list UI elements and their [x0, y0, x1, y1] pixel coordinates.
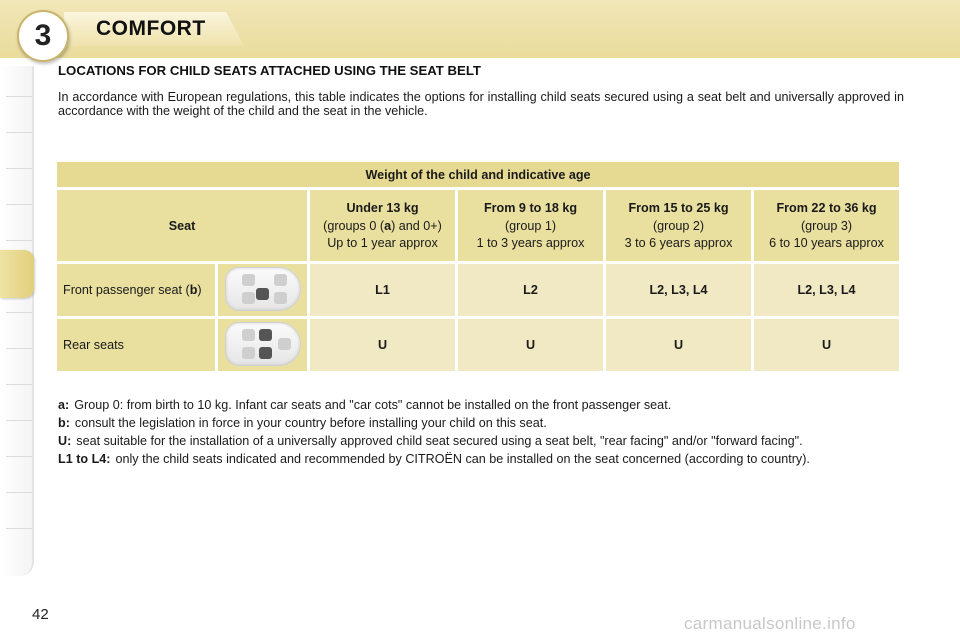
col-group: (group 1) — [504, 219, 557, 233]
col-title: From 9 to 18 kg — [483, 201, 578, 215]
side-tab-strip — [0, 66, 34, 576]
col-age: 6 to 10 years approx — [769, 236, 884, 250]
col-head-9-18 — [458, 190, 603, 261]
section-heading: LOCATIONS FOR CHILD SEATS ATTACHED USING THE SEAT BELT — [58, 63, 481, 78]
note-l1-l4: L1 to L4: only the child seats indicated and recommended by CITROËN can be installed on the seat concerned (according to country). — [58, 452, 810, 466]
side-tab-divider — [6, 348, 32, 349]
side-tab-divider — [6, 204, 32, 205]
col-title: From 15 to 25 kg — [628, 201, 729, 215]
side-tab-divider — [6, 240, 32, 241]
col-age: 3 to 6 years approx — [624, 236, 733, 250]
table-cell: U — [458, 319, 603, 371]
side-tab-divider — [6, 96, 32, 97]
car-front-seat-icon — [225, 267, 301, 311]
row-label-front-passenger: Front passenger seat (b) — [57, 264, 215, 316]
side-tab-divider — [6, 312, 32, 313]
side-tab-divider — [6, 456, 32, 457]
side-tab-divider — [6, 132, 32, 133]
col-age: Up to 1 year approx — [327, 236, 438, 250]
note-u: U: seat suitable for the installation of a universally approved child seat secured using a seat belt, "rear facing" and/or "forward facing". — [58, 434, 803, 448]
weight-header: Weight of the child and indicative age — [57, 162, 899, 187]
row-label-rear-seats: Rear seats — [57, 319, 215, 371]
table-row — [57, 319, 899, 371]
table-cell: L2, L3, L4 — [606, 264, 751, 316]
col-group: (group 3) — [800, 219, 853, 233]
chapter-title: COMFORT — [96, 17, 206, 40]
page-number: 42 — [32, 606, 49, 623]
col-head-22-36 — [754, 190, 899, 261]
col-title: From 22 to 36 kg — [776, 201, 877, 215]
col-title: Under 13 kg — [346, 201, 419, 215]
side-tab-divider — [6, 492, 32, 493]
table-row — [57, 264, 899, 316]
col-head-15-25 — [606, 190, 751, 261]
side-tab-active-chapter[interactable] — [0, 250, 34, 298]
chapter-number-badge: 3 — [17, 10, 69, 62]
table-cell: U — [606, 319, 751, 371]
seat-header: Seat — [57, 190, 307, 261]
child-seat-table — [54, 159, 902, 374]
watermark: carmanualsonline.info — [684, 614, 856, 633]
footnotes — [58, 398, 904, 470]
note-a: a: Group 0: from birth to 10 kg. Infant car seats and "car cots" cannot be installed on the front passenger seat. — [58, 398, 672, 412]
side-tab-divider — [6, 528, 32, 529]
side-tab-divider — [6, 168, 32, 169]
col-age: 1 to 3 years approx — [476, 236, 585, 250]
side-tab-divider — [6, 384, 32, 385]
intro-paragraph: In accordance with European regulations, this table indicates the options for installing child seats secured using a seat belt and universally approved in accordance with the weight of the child and the seat in the vehicle. — [58, 90, 904, 118]
col-group: (groups 0 (a) and 0+) — [323, 219, 442, 233]
col-head-under-13 — [310, 190, 455, 261]
col-group: (group 2) — [652, 219, 705, 233]
car-rear-seat-icon — [225, 322, 301, 366]
row-diagram — [218, 264, 307, 316]
side-tab-divider — [6, 420, 32, 421]
table-cell: U — [310, 319, 455, 371]
table-cell: L2 — [458, 264, 603, 316]
table-cell: L1 — [310, 264, 455, 316]
table-cell: L2, L3, L4 — [754, 264, 899, 316]
note-b: b: consult the legislation in force in your country before installing your child on this seat. — [58, 416, 547, 430]
row-diagram — [218, 319, 307, 371]
table-cell: U — [754, 319, 899, 371]
